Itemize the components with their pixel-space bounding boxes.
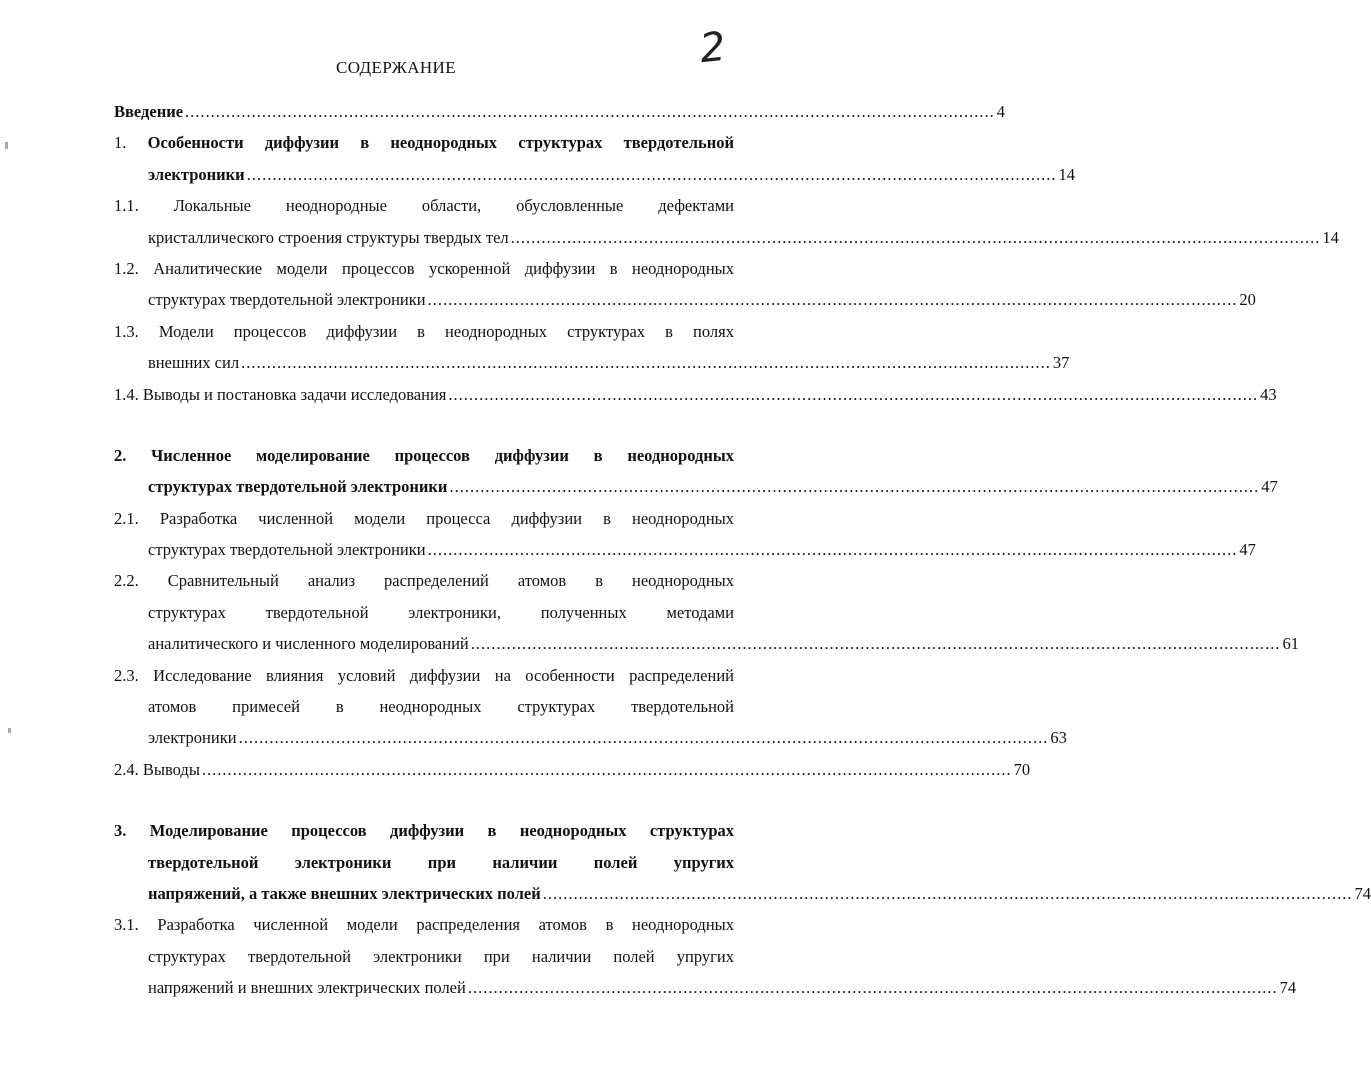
entry-title-line-3: аналитического и численного моделирований <box>148 634 469 654</box>
entry-title-line-1: 3.1. Разработка численной модели распределения атомов в неоднородных <box>114 915 734 935</box>
handwritten-page-number: 2 <box>697 23 728 73</box>
dot-leader: .............................................................................................................................................................. <box>542 883 1353 903</box>
entry-page: 47 <box>1239 540 1256 560</box>
entry-title-line-1: 2.2. Сравнительный анализ распределений атомов в неоднородных <box>114 571 734 591</box>
entry-title-line-2: структурах твердотельной электроники при наличии полей упругих <box>148 946 734 966</box>
entry-title-line-2: структурах твердотельной электроники <box>148 477 448 497</box>
entry-page: 74 <box>1354 883 1371 903</box>
entry-label: Введение <box>114 102 184 121</box>
entry-page: 47 <box>1261 477 1278 497</box>
entry-title-line-2: атомов примесей в неоднородных структурах твердотельной <box>148 697 734 717</box>
entry-number: 1.1. <box>114 196 139 216</box>
entry-title-line-3: напряжений, а также внешних электрических полей <box>148 883 541 903</box>
entry-title-line-1: 1.3. Модели процессов диффузии в неоднородных структурах в полях <box>114 321 734 341</box>
toc-entry-intro[interactable] <box>114 96 1006 127</box>
dot-leader: .............................................................................................................................................................. <box>427 540 1238 560</box>
dot-leader: .............................................................................................................................................................. <box>246 164 1057 184</box>
toc-entry-1-2[interactable] <box>114 253 1256 316</box>
entry-page: 74 <box>1279 978 1297 998</box>
scan-speck <box>5 142 8 149</box>
dot-leader: .............................................................................................................................................................. <box>449 477 1260 497</box>
toc-entry-2-1[interactable] <box>114 503 1256 566</box>
dot-leader: .............................................................................................................................................................. <box>510 227 1321 247</box>
dot-leader: .............................................................................................................................................................. <box>470 634 1281 654</box>
entry-title-line-3: электроники <box>148 728 237 748</box>
entry-title-line-2: внешних сил <box>148 353 240 373</box>
entry-title-line-1: Локальные неоднородные области, обусловленные дефектами <box>173 196 735 216</box>
entry-page: 70 <box>1013 759 1031 779</box>
entry-page: 37 <box>1052 353 1070 373</box>
entry-title-line-3: напряжений и внешних электрических полей <box>148 978 466 998</box>
entry-title-line-2: твердотельной электроники при наличии полей упругих <box>148 852 734 872</box>
toc-entry-1-4[interactable] <box>114 379 1277 410</box>
entry-page: 61 <box>1282 634 1299 654</box>
entry-title-line-2: электроники <box>148 164 245 184</box>
entry-number: 2. <box>114 445 127 465</box>
toc-entry-3-1[interactable] <box>114 909 1297 1003</box>
entry-title-line-1: Численное моделирование процессов диффузии в неоднородных <box>151 445 734 465</box>
entry-page: 4 <box>996 102 1006 121</box>
dot-leader: .............................................................................................................................................................. <box>201 759 1012 779</box>
entry-page: 20 <box>1239 290 1256 310</box>
section-gap <box>114 410 734 440</box>
toc-entry-chapter-3[interactable] <box>114 815 1371 909</box>
entry-title-line-1: 1.4. Выводы и постановка задачи исследования <box>114 384 447 404</box>
dot-leader: .............................................................................................................................................................. <box>185 102 995 121</box>
entry-page: 14 <box>1322 227 1339 247</box>
toc-entry-2-4[interactable] <box>114 754 1031 785</box>
table-of-contents <box>114 96 1371 1004</box>
toc-entry-chapter-1[interactable] <box>114 127 1075 190</box>
entry-title-line-1: 1.2. Аналитические модели процессов ускоренной диффузии в неоднородных <box>114 258 734 278</box>
entry-title-line-1: Особенности диффузии в неоднородных структурах твердотельной <box>147 133 735 153</box>
entry-title-line-2: структурах твердотельной электроники, полученных методами <box>148 602 734 622</box>
toc-entry-2-2[interactable] <box>114 565 1299 659</box>
entry-title-line-2: кристаллического строения структуры твердых тел <box>148 227 509 247</box>
entry-number: 1. <box>114 133 127 153</box>
entry-number: 3. <box>114 821 127 841</box>
dot-leader: .............................................................................................................................................................. <box>241 353 1051 373</box>
entry-title-line-2: структурах твердотельной электроники <box>148 290 426 310</box>
scan-speck <box>8 728 11 733</box>
dot-leader: .............................................................................................................................................................. <box>427 290 1238 310</box>
section-gap <box>114 785 734 815</box>
toc-entry-chapter-2[interactable] <box>114 440 1278 503</box>
toc-entry-2-3[interactable] <box>114 660 1067 754</box>
toc-title: СОДЕРЖАНИЕ <box>335 58 457 77</box>
entry-title-line-1: 2.3. Исследование влияния условий диффузии на особенности распределений <box>114 665 734 685</box>
toc-entry-1-1[interactable] <box>114 190 1339 253</box>
entry-title-line-1: 2.4. Выводы <box>114 759 200 779</box>
entry-page: 43 <box>1260 384 1277 404</box>
entry-page: 14 <box>1058 164 1075 184</box>
dot-leader: .............................................................................................................................................................. <box>467 978 1278 998</box>
dot-leader: .............................................................................................................................................................. <box>448 384 1259 404</box>
entry-title-line-1: 2.1. Разработка численной модели процесса диффузии в неоднородных <box>114 508 734 528</box>
entry-page: 63 <box>1050 728 1067 748</box>
toc-entry-1-3[interactable] <box>114 316 1070 379</box>
entry-title-line-2: структурах твердотельной электроники <box>148 540 426 560</box>
entry-title-line-1: Моделирование процессов диффузии в неоднородных структурах <box>149 821 735 841</box>
dot-leader: .............................................................................................................................................................. <box>238 728 1049 748</box>
